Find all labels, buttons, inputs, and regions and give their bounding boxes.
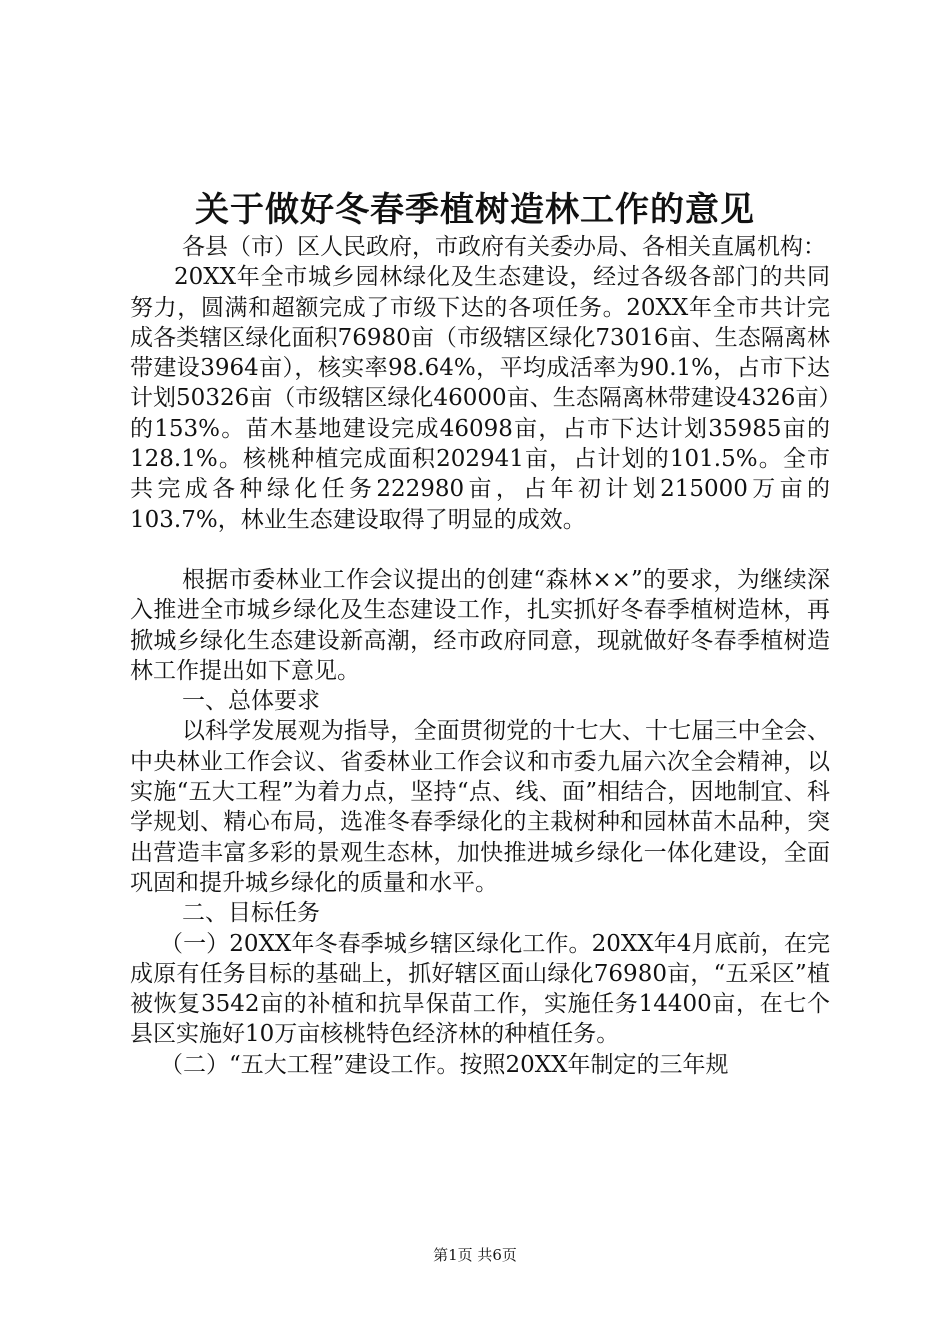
section-heading-general: 一、总体要求 [182,688,320,715]
salutation-paragraph: 各县（市）区人民政府，市政府有关委办局、各相关直属机构： [182,234,826,260]
summary-paragraph: 20XX年全市城乡园林绿化及生态建设，经过各级各部门的共同努力，圆满和超额完成了市级下达的各项任务。20XX年全市共计完成各类辖区绿化面积76980亩（市级辖区绿化73016亩、生态隔离林带建设3964亩），核实率98.64%，平均成活率为90.1%，占市下达计划50326亩（市级辖区绿化46000亩、生态隔离林带建设4326亩）的153%。苗木基地建设完成46098亩，占市下达计划35985亩的128.1%。核桃种植完成面积202941亩，占计划的101.5%。全市共完成各种绿化任务222980亩，占年初计划215000万亩的103.7%，林业生态建设取得了明显的成效。 [130,264,830,533]
goal-item-1-paragraph: （一）20XX年冬春季城乡辖区绿化工作。20XX年4月底前，在完成原有任务目标的基础上，抓好辖区面山绿化76980亩，“五采区”植被恢复3542亩的补植和抗旱保苗工作，实施任务14400亩，在七个县区实施好10万亩核桃特色经济林的种植任务。 [130,930,830,1048]
document-title: 关于做好冬春季植树造林工作的意见 [195,190,755,230]
intro-paragraph: 根据市委林业工作会议提出的创建“森林××”的要求，为继续深入推进全市城乡绿化及生态建设工作，扎实抓好冬春季植树造林，再掀城乡绿化生态建设新高潮，经市政府同意，现就做好冬春季植树造林工作提出如下意见。 [130,566,830,684]
paragraph-gap [130,535,830,565]
goal-item-2-paragraph: （二）“五大工程”建设工作。按照20XX年制定的三年规 [160,1051,729,1078]
section-heading-goals: 二、目标任务 [182,900,320,927]
page-number: 第1页 共6页 [433,1246,517,1264]
general-requirements-paragraph: 以科学发展观为指导，全面贯彻党的十七大、十七届三中全会、中央林业工作会议、省委林业工作会议和市委九届六次全会精神，以实施“五大工程”为着力点，坚持“点、线、面”相结合，因地制宜、科学规划、精心布局，选准冬春季绿化的主栽树种和园林苗木品种，突出营造丰富多彩的景观生态林，加快推进城乡绿化一体化建设，全面巩固和提升城乡绿化的质量和水平。 [130,718,830,896]
document-body [130,232,830,1080]
